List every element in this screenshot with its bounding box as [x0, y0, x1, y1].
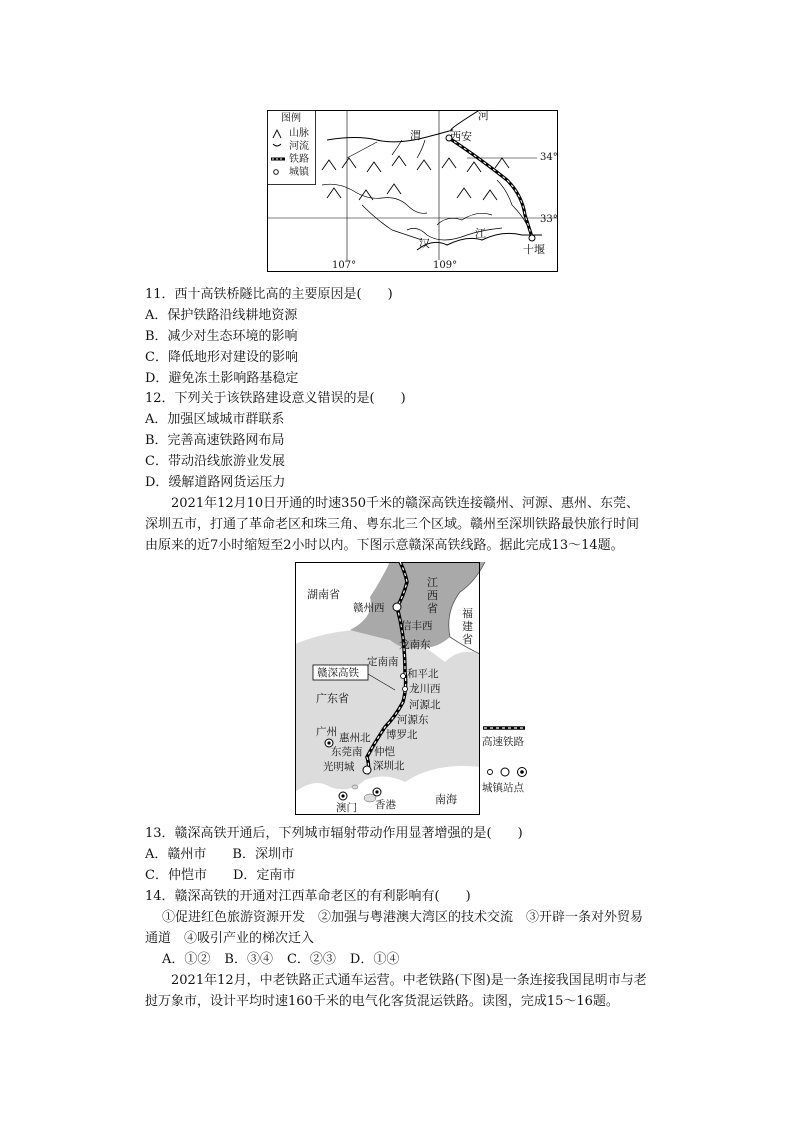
map1-legend-title: 图例: [281, 113, 301, 124]
q11-option-a: A．保护铁路沿线耕地资源: [145, 308, 298, 323]
q14-option-d: D．①④: [349, 952, 400, 967]
legend-label-mountain: 山脉: [289, 128, 309, 139]
q13-option-b: B．深圳市: [232, 847, 294, 862]
label-he: 河: [478, 109, 489, 122]
legend-town-icon: [274, 170, 279, 175]
legend-label-town: 城镇: [289, 167, 309, 178]
q13-option-d: D．定南市: [232, 868, 296, 883]
q14-option-a: A．①②: [162, 952, 211, 967]
q14-option-c: C．②③: [286, 952, 336, 967]
q13-option-c: C．仲恺市: [145, 868, 207, 883]
q13-options-row2: [145, 867, 295, 885]
passage-zhonglao: 2021年12月，中老铁路正式通车运营。中老铁路(下图)是一条连接我国昆明市与老挝万象市，设计平均时速160千米的电气化客货混运铁路。读图，完成15～16题。: [145, 973, 647, 1009]
label-guangzhou: 广州: [316, 726, 337, 738]
q13-options-row1: [145, 846, 294, 864]
label-fujian: 福建省: [462, 607, 473, 646]
legend-label-station: 城镇站点: [482, 782, 524, 794]
label-lat34: 34°: [540, 152, 558, 163]
q12-option-c: C．带动沿线旅游业发展: [145, 454, 285, 469]
legend-label-railway: 铁路: [289, 154, 309, 165]
label-boluobei: 博罗北: [386, 729, 418, 741]
label-shenzhenbei: 深圳北: [373, 760, 405, 772]
label-guangdong: 广东省: [316, 692, 349, 705]
label-lat33: 33°: [540, 214, 558, 225]
q12-option-b: B．完善高速铁路网布局: [145, 433, 285, 448]
ganshen-railway-map: [295, 562, 530, 815]
label-hepingbei: 和平北: [407, 668, 439, 680]
q11-option-b: B．减少对生态环境的影响: [145, 329, 298, 344]
legend-label-river: 河流: [289, 141, 309, 152]
xi-shi-railway-map: [267, 110, 558, 272]
label-huizhoubei: 惠州北: [339, 732, 371, 744]
label-xinfengxi: 信丰西: [401, 620, 433, 632]
legend-small-station-icon: [488, 770, 493, 775]
label-hunan: 湖南省: [307, 588, 340, 601]
q11-option-c: C．降低地形对建设的影响: [145, 350, 298, 365]
label-dongguannan: 东莞南: [331, 746, 363, 758]
label-heyuandong: 河源东: [397, 714, 429, 726]
label-jiangxi: 江西省: [427, 576, 438, 615]
ganzhouxi-dot: [393, 603, 401, 611]
legend-medium-station-icon: [501, 768, 509, 776]
label-wei: 渭: [410, 129, 421, 142]
q13-stem: 13．赣深高铁开通后，下列城市辐射带动作用显著增强的是( ): [145, 826, 523, 841]
label-ganzhouxi: 赣州西: [353, 602, 385, 614]
label-heyuanbei: 河源北: [409, 699, 441, 711]
q14-statement-line2: 通道 ④吸引产业的梯次迁入: [145, 931, 315, 946]
q12-option-a: A．加强区域城市群联系: [145, 412, 285, 427]
label-lon107: 107°: [332, 260, 357, 271]
label-guangmingcheng: 光明城: [323, 761, 355, 773]
q14-option-b: B．③④: [224, 952, 273, 967]
q14-stem: 14．赣深高铁的开通对江西革命老区的有利影响有( ): [145, 889, 471, 904]
label-shiyan: 十堰: [523, 243, 545, 256]
label-zhongkai: 仲恺: [374, 746, 395, 758]
label-longnandong: 龙南东: [399, 639, 431, 651]
label-aomen: 澳门: [336, 802, 357, 814]
label-longchuanxi: 龙川西: [409, 683, 441, 695]
label-jiang: 江: [475, 227, 486, 240]
q12-stem: 12．下列关于该铁路建设意义错误的是( ): [145, 391, 406, 406]
legend-label-hsr: 高速铁路: [482, 736, 524, 748]
q11-option-d: D．避免冻土影响路基稳定: [145, 371, 299, 386]
label-xian: 西安: [450, 130, 472, 143]
q13-option-a: A．赣州市: [145, 847, 207, 862]
q14-statement-line1: ①促进红色旅游资源开发 ②加强与粤港澳大湾区的技术交流 ③开辟一条对外贸易: [162, 910, 644, 925]
label-callout-ganshen: 赣深高铁: [317, 667, 359, 679]
label-han: 汉: [419, 237, 430, 250]
q14-options: [162, 951, 399, 969]
label-lon109: 109°: [433, 260, 458, 271]
q12-option-d: D．缓解道路网货运压力: [145, 475, 286, 490]
passage-ganshen: 2021年12月10日开通的时速350千米的赣深高铁连接赣州、河源、惠州、东莞、深圳五市，打通了革命老区和珠三角、粤东北三个区域。赣州至深圳铁路最快旅行时间由原来的近7小时缩短至2小时以内。下图示意赣深高铁线路。据此完成13～14题。: [145, 496, 640, 553]
shiyan-dot: [529, 235, 535, 241]
label-dingnannan: 定南南: [367, 656, 399, 668]
label-xianggang: 香港: [375, 799, 396, 811]
label-nanhai: 南海: [435, 793, 457, 806]
q11-stem: 11．西十高铁桥隧比高的主要原因是( ): [145, 287, 393, 302]
